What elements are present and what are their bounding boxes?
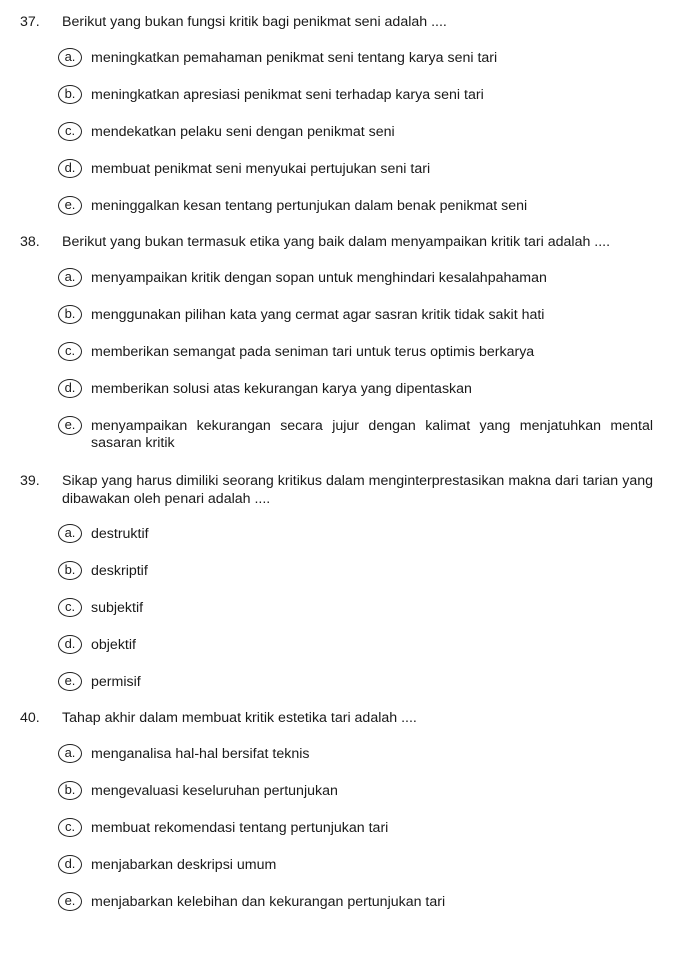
- question-stem: [0, 709, 695, 727]
- option-letter: e.: [58, 892, 82, 911]
- option-text: permisif: [91, 674, 141, 690]
- option-text: subjektif: [91, 600, 144, 616]
- option-d[interactable]: [58, 637, 695, 659]
- option-text: mendekatkan pelaku seni dengan penikmat seni: [91, 124, 395, 140]
- option-e[interactable]: [58, 418, 695, 452]
- option-e[interactable]: [58, 198, 695, 220]
- question-number: 39.: [20, 473, 40, 489]
- question-number: 38.: [20, 234, 40, 250]
- option-letter: c.: [58, 342, 82, 361]
- option-text: memberikan solusi atas kekurangan karya yang dipentaskan: [91, 381, 472, 397]
- option-c[interactable]: [58, 344, 695, 366]
- option-d[interactable]: [58, 857, 695, 879]
- option-text: membuat penikmat seni menyukai pertujukan seni tari: [91, 161, 431, 177]
- option-d[interactable]: [58, 381, 695, 403]
- question-38: [0, 233, 695, 452]
- question-stem: [0, 472, 695, 508]
- option-text: memberikan semangat pada seniman tari untuk terus optimis berkarya: [91, 344, 535, 360]
- question-stem: [0, 233, 695, 251]
- option-text: destruktif: [91, 526, 149, 542]
- option-e[interactable]: [58, 674, 695, 696]
- option-letter: e.: [58, 672, 82, 691]
- option-letter: c.: [58, 122, 82, 141]
- option-a[interactable]: [58, 526, 695, 548]
- option-text: membuat rekomendasi tentang pertunjukan tari: [91, 820, 389, 836]
- option-b[interactable]: [58, 563, 695, 585]
- option-c[interactable]: [58, 820, 695, 842]
- option-letter: a.: [58, 524, 82, 543]
- option-b[interactable]: [58, 307, 695, 329]
- question-40: [0, 709, 695, 916]
- option-b[interactable]: [58, 783, 695, 805]
- option-letter: a.: [58, 268, 82, 287]
- question-37: [0, 13, 695, 220]
- option-text: meningkatkan apresiasi penikmat seni terhadap karya seni tari: [91, 87, 484, 103]
- option-b[interactable]: [58, 87, 695, 109]
- option-letter: a.: [58, 744, 82, 763]
- option-letter: d.: [58, 855, 82, 874]
- option-letter: c.: [58, 818, 82, 837]
- question-stem: [0, 13, 695, 31]
- option-letter: b.: [58, 85, 82, 104]
- option-letter: b.: [58, 561, 82, 580]
- option-letter: d.: [58, 379, 82, 398]
- option-text: menjabarkan deskripsi umum: [91, 857, 277, 873]
- option-a[interactable]: [58, 746, 695, 768]
- question-39: [0, 472, 695, 696]
- option-text: menyampaikan kekurangan secara jujur dengan kalimat yang menjatuhkan mental sasaran kritik: [91, 418, 653, 451]
- option-letter: d.: [58, 635, 82, 654]
- option-text: mengevaluasi keseluruhan pertunjukan: [91, 783, 338, 799]
- option-e[interactable]: [58, 894, 695, 916]
- question-text: Tahap akhir dalam membuat kritik estetika tari adalah ....: [62, 710, 417, 726]
- option-letter: d.: [58, 159, 82, 178]
- option-text: meningkatkan pemahaman penikmat seni tentang karya seni tari: [91, 50, 498, 66]
- option-letter: c.: [58, 598, 82, 617]
- question-number: 40.: [20, 710, 40, 726]
- option-d[interactable]: [58, 161, 695, 183]
- option-a[interactable]: [58, 270, 695, 292]
- option-letter: e.: [58, 416, 82, 435]
- option-letter: e.: [58, 196, 82, 215]
- question-text: Sikap yang harus dimiliki seorang kritikus dalam menginterprestasikan makna dari tarian yang dibawakan oleh penari adalah ....: [62, 473, 653, 507]
- question-text: Berikut yang bukan fungsi kritik bagi penikmat seni adalah ....: [62, 14, 447, 30]
- option-text: menjabarkan kelebihan dan kekurangan pertunjukan tari: [91, 894, 446, 910]
- option-text: menggunakan pilihan kata yang cermat agar sasran kritik tidak sakit hati: [91, 307, 545, 323]
- option-c[interactable]: [58, 124, 695, 146]
- option-c[interactable]: [58, 600, 695, 622]
- option-a[interactable]: [58, 50, 695, 72]
- option-text: objektif: [91, 637, 136, 653]
- option-letter: b.: [58, 781, 82, 800]
- question-number: 37.: [20, 14, 40, 30]
- question-text: Berikut yang bukan termasuk etika yang baik dalam menyampaikan kritik tari adalah ....: [62, 234, 611, 250]
- option-text: menyampaikan kritik dengan sopan untuk menghindari kesalahpahaman: [91, 270, 547, 286]
- option-text: meninggalkan kesan tentang pertunjukan dalam benak penikmat seni: [91, 198, 528, 214]
- option-text: deskriptif: [91, 563, 148, 579]
- option-letter: a.: [58, 48, 82, 67]
- option-letter: b.: [58, 305, 82, 324]
- option-text: menganalisa hal-hal bersifat teknis: [91, 746, 310, 762]
